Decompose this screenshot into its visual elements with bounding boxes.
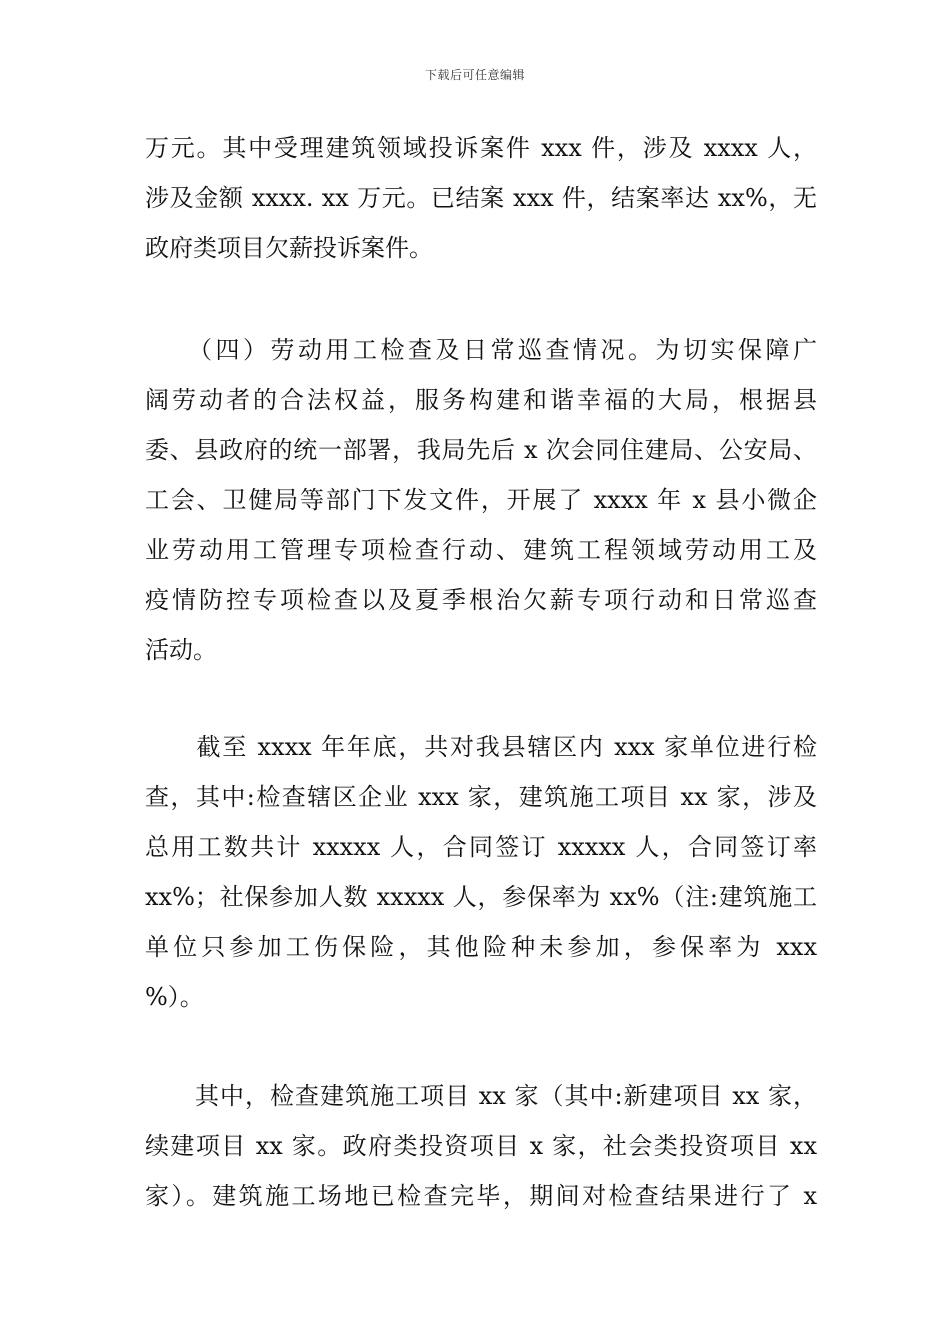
text-line: 活动。	[145, 636, 217, 664]
text-line: （四）劳动用工检查及日常巡查情况。为切实保障广	[145, 336, 817, 364]
text-line: 委、县政府的统一部署，我局先后 x 次会同住建局、公安局、	[145, 436, 817, 464]
text-line: xx%；社保参加人数 xxxxx 人，参保率为 xx%（注:建筑施工	[145, 883, 817, 911]
paragraph-inspection-overview	[145, 325, 817, 675]
paragraph-complaint-summary	[145, 123, 817, 273]
text-line: 政府类项目欠薪投诉案件。	[145, 234, 433, 262]
text-line: %）。	[145, 983, 204, 1011]
text-line: 总用工数共计 xxxxx 人，合同签订 xxxxx 人，合同签订率	[145, 833, 817, 861]
text-line: 家）。建筑施工场地已检查完毕，期间对检查结果进行了 x	[145, 1182, 817, 1210]
text-line: 工会、卫健局等部门下发文件，开展了 xxxx 年 x 县小微企	[145, 486, 817, 514]
paragraph-construction-projects	[145, 1071, 817, 1221]
text-line: 截至 xxxx 年年底，共对我县辖区内 xxx 家单位进行检	[145, 733, 817, 761]
text-line: 阔劳动者的合法权益，服务构建和谐幸福的大局，根据县	[145, 386, 817, 414]
text-line: 单位只参加工伤保险，其他险种未参加，参保率为 xxx	[145, 933, 817, 961]
page-header-note: 下载后可任意编辑	[424, 68, 525, 82]
text-line: 业劳动用工管理专项检查行动、建筑工程领域劳动用工及	[145, 536, 817, 564]
text-line: 查，其中:检查辖区企业 xxx 家，建筑施工项目 xx 家，涉及	[145, 783, 817, 811]
text-line: 其中，检查建筑施工项目 xx 家（其中:新建项目 xx 家，	[145, 1082, 817, 1110]
text-line: 续建项目 xx 家。政府类投资项目 x 家，社会类投资项目 xx	[145, 1132, 817, 1160]
paragraph-inspection-statistics	[145, 722, 817, 1022]
text-line: 涉及金额 xxxx. xx 万元。已结案 xxx 件，结案率达 xx%，无	[145, 184, 817, 212]
text-line: 疫情防控专项检查以及夏季根治欠薪专项行动和日常巡查	[145, 586, 817, 614]
text-line: 万元。其中受理建筑领域投诉案件 xxx 件，涉及 xxxx 人，	[145, 134, 817, 162]
